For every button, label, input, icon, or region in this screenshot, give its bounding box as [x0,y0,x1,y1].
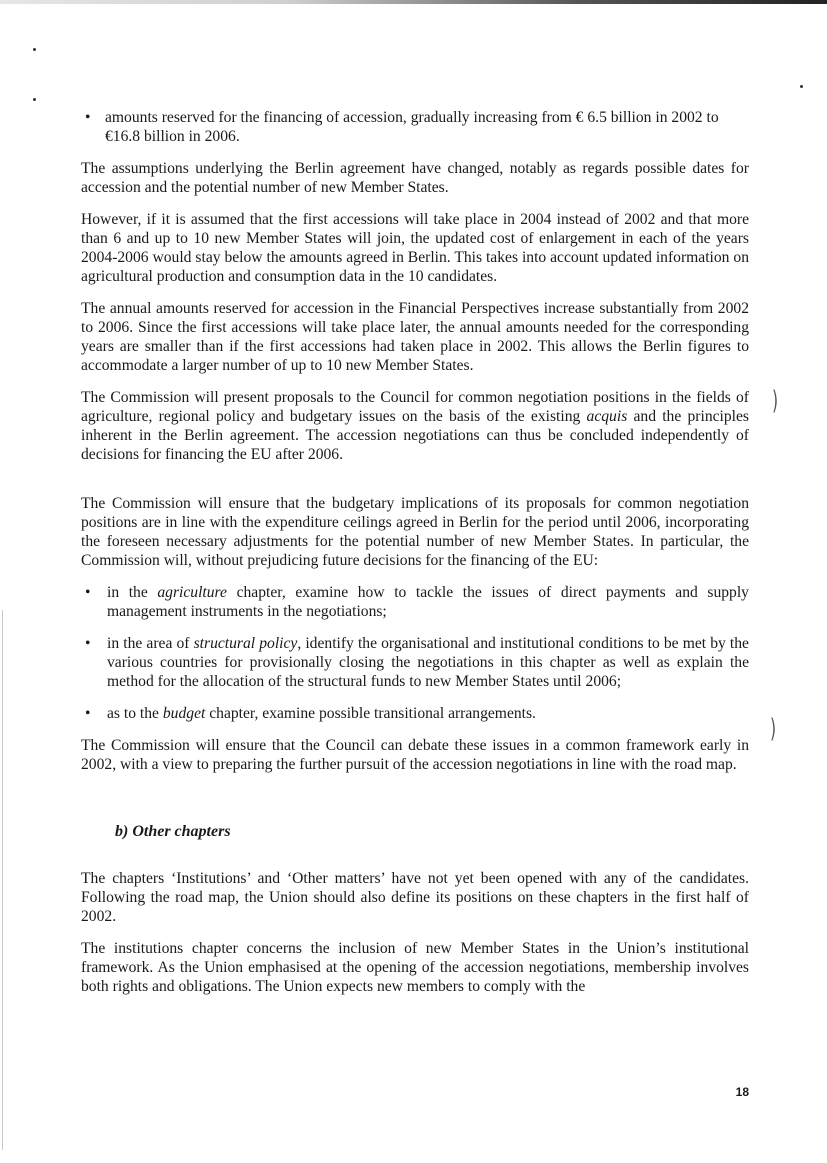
text-run: in the area of [107,635,194,652]
bullet-icon: • [85,584,91,601]
document-page [81,108,749,1009]
scan-speck [33,48,36,51]
scan-edge-top [0,0,827,4]
list-item [81,704,749,723]
paragraph-council-debate: The Commission will ensure that the Council can debate these issues in a common framework early in 2002, with a view to preparing the further pursuit of the accession negotiations in line with the road map. [81,737,749,773]
paragraph-institutions: The institutions chapter concerns the inclusion of new Member States in the Union’s institutional framework. As the Union emphasised at the opening of the accession negotiations, membership involves both rights and obligations. The Union expects new members to comply with the [81,940,749,995]
bullet-icon: • [85,705,91,722]
text-run: as to the [107,705,163,722]
text-run: The Commission will present proposals to the Council for common negotiation positions in the fields of agriculture, regional policy and budgetary issues on the basis of the existing [81,389,749,425]
text-run: and the principles inherent in the Berlin agreement. The accession negotiations can thus be concluded independently of decisions for financing the EU after 2006. [81,408,749,463]
scan-bracket-mark: ) [772,386,779,416]
text-run: chapter, examine possible transitional arrangements. [205,705,536,722]
paragraph-other-chapters: The chapters ‘Institutions’ and ‘Other matters’ have not yet been opened with any of the candidates. Following the road map, the Union should also define its positions on these chapters in the first half of 2002. [81,870,749,925]
text-run: in the [107,584,158,601]
paragraph-updated-cost: However, if it is assumed that the first accessions will take place in 2004 instead of 2002 and that more than 6 and up to 10 new Member States will join, the updated cost of enlargement in each of the years 2004-2006 would stay below the amounts agreed in Berlin. This takes into account updated information on agricultural production and consumption data in the 10 candidates. [81,211,749,285]
paragraph-proposals [81,388,749,464]
italic-term: structural policy [193,635,298,652]
list-item [81,634,749,691]
paragraph-assumptions: The assumptions underlying the Berlin agreement have changed, notably as regards possible dates for accession and the potential number of new Member States. [81,160,749,196]
text-run: chapter, examine how to tackle the issues of direct payments and supply management instruments in the negotiations; [107,584,749,620]
commission-actions-list [81,583,749,723]
scan-speck [33,98,36,101]
bullet-text: amounts reserved for the financing of accession, gradually increasing from € 6.5 billion in 2002 to €16.8 billion in 2006. [105,109,719,145]
italic-term: agriculture [157,584,227,601]
intro-bullet-list [81,108,749,146]
paragraph-annual-amounts: The annual amounts reserved for accession in the Financial Perspectives increase substantially from 2002 to 2006. Since the first accessions will take place later, the annual amounts needed for the corresponding years are smaller than if the first accessions had taken place in 2002. This allows the Berlin figures to accommodate a larger number of up to 10 new Member States. [81,300,749,374]
page-number: 18 [735,1085,749,1099]
text-run: , identify the organisational and institutional conditions to be met by the various countries for provisionally closing the negotiations in this chapter as well as explain the method for the allocation of the structural funds to new Member States until 2006; [107,635,749,690]
italic-term: budget [162,705,206,722]
section-heading: b) Other chapters [115,823,231,840]
bullet-icon: • [85,635,91,652]
list-item [81,583,749,621]
paragraph-ensure-budget: The Commission will ensure that the budgetary implications of its proposals for common negotiation positions are in line with the expenditure ceilings agreed in Berlin for the period until 2006, incorporating the foreseen necessary adjustments for the potential number of new Member States. In particular, the Commission will, without prejudicing future decisions for the financing of the EU: [81,495,749,569]
scan-speck [800,85,803,88]
italic-term: acquis [586,408,628,425]
scan-edge-left [2,610,3,1150]
bullet-icon: • [85,109,91,126]
scan-bracket-mark: ) [770,714,777,744]
list-item [81,108,749,146]
